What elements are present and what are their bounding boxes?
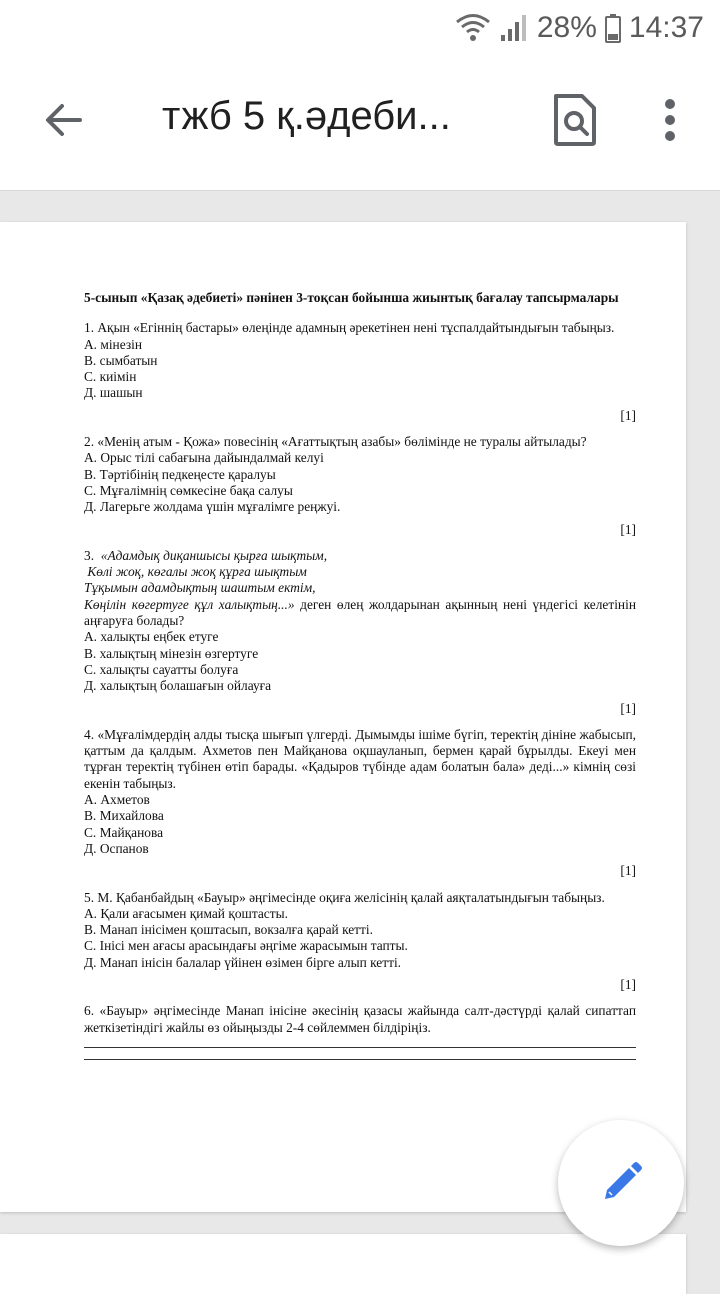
document-page: [0, 222, 686, 1212]
question-3-option-a: А. халықты еңбек етуге: [84, 629, 219, 645]
question-5-option-d: Д. Манап інісін балалар үйінен өзімен бірге алып кетті.: [84, 954, 402, 970]
question-1-text: 1. Ақын «Егіннің бастары» өлеңінде адамның әрекетінен нені тұспалдайтындығын табыңыз.: [84, 320, 615, 336]
document-content: [84, 290, 636, 1060]
status-icons: [455, 10, 704, 46]
app-bar: [0, 56, 720, 191]
question-3-number: 3.: [84, 547, 95, 563]
question-5-option-b: В. Манап інісімен қоштасып, вокзалға қарай кетті.: [84, 922, 373, 938]
question-3-option-d: Д. халықтың болашағын ойлауға: [84, 678, 272, 694]
question-4-option-b: В. Михайлова: [84, 808, 164, 824]
question-1-option-b: В. сымбатын: [84, 352, 158, 368]
question-5-option-c: С. Інісі мен ағасы арасындағы әңгіме жарасымын тапты.: [84, 938, 408, 954]
document-heading: 5-сынып «Қазақ әдебиеті» пәнінен 3-тоқсан бойынша жиынтық бағалау тапсырмалары: [84, 290, 619, 305]
signal-icon: [499, 13, 529, 43]
question-4-option-d: Д. Оспанов: [84, 840, 149, 856]
more-vert-icon: [652, 94, 688, 150]
question-4-option-c: С. Майқанова: [84, 824, 164, 840]
question-3-option-c: С. халықты сауатты болуға: [84, 661, 239, 677]
answer-line-1: [84, 1038, 636, 1048]
question-1-option-d: Д. шашын: [84, 385, 143, 401]
question-5-mark: [1]: [620, 976, 636, 992]
question-4-option-a: А. Ахметов: [84, 792, 150, 808]
question-3-poem-line-4: [84, 597, 636, 630]
answer-line-2: [84, 1050, 636, 1060]
question-5-text: 5. М. Қабанбайдың «Бауыр» әңгімесінде оқиға желісінің қалай аяқталатындығын табыңыз.: [84, 889, 605, 905]
question-3-poem-4: Көңілін көгертуге құл халықтың...»: [84, 596, 295, 612]
question-1-mark: [1]: [620, 407, 636, 423]
back-button[interactable]: [40, 96, 88, 144]
find-in-page-button[interactable]: [550, 92, 600, 148]
clock: 14:37: [628, 11, 704, 44]
edit-button[interactable]: [558, 1120, 684, 1246]
question-4-mark: [1]: [620, 863, 636, 879]
document-title: тжб 5 қ.әдеби...: [162, 94, 451, 138]
question-3-poem-line-3: [84, 580, 636, 596]
status-bar: [0, 0, 720, 56]
question-2-text: 2. «Менің атым - Қожа» повесінің «Ағаттықтың азабы» бөлімінде не туралы айтылады?: [84, 434, 587, 450]
question-3-poem-2: Көлі жоқ, көгалы жоқ құрға шықтым: [87, 564, 307, 580]
question-6-text: 6. «Бауыр» әңгімесінде Манап інісіне әкесінің қазасы жайында салт-дәстүрді қалай сипаттап жеткізетіндігі жайлы өз ойыңызды 2-4 сөйлеммен білдіріңіз.: [84, 1003, 636, 1035]
find-in-page-icon: [550, 92, 600, 148]
question-3-option-b: В. халықтың мінезін өзгертуге: [84, 645, 259, 661]
next-document-page: [0, 1234, 686, 1294]
question-5-option-a: А. Қали ағасымен қимай қоштасты.: [84, 905, 288, 921]
question-2-option-b: В. Тәртібінің педкеңесте қаралуы: [84, 466, 276, 482]
question-1-option-c: С. киімін: [84, 369, 137, 385]
more-options-button[interactable]: [652, 94, 688, 150]
battery-percent: 28%: [536, 11, 597, 44]
pencil-icon: [597, 1159, 645, 1207]
question-2-option-c: С. Мұғалімнің сөмкесіне бақа салуы: [84, 482, 293, 498]
question-4-text: 4. «Мұғалімдердің алды тысқа шығып үлгерді. Дымымды ішіме бүгіп, теректің дініне жабысып, қаттым да қалдым. Ахметов пен Майқанова оқшауланып, бермен қарай бұрылды. Екеуі мен тұрған теректің түбінен өтіп барады. «Қадыров түбінде адам болатын бала» деді...» кімнің сөзі екенін табыңыз.: [84, 726, 636, 791]
question-2-option-d: Д. Лагерьге жолдама үшін мұғалімге реңжуі.: [84, 499, 341, 515]
question-1-option-a: А. мінезін: [84, 336, 143, 352]
wifi-icon: [455, 13, 491, 43]
question-3-text: деген өлең жолдарынан ақынның нені үндегісі келетінін аңғаруға болады?: [84, 596, 636, 629]
question-2-option-a: А. Орыс тілі сабағына дайындалмай келуі: [84, 450, 324, 466]
battery-icon: [605, 13, 621, 43]
question-3-mark: [1]: [620, 700, 636, 716]
question-3-poem-1: «Адамдық диқаншысы қырға шықтым,: [100, 547, 328, 563]
question-3-poem-3: Тұқымын адамдықтың шаштым ектім,: [84, 580, 316, 596]
question-3-poem-line-2: [84, 564, 636, 580]
question-3-poem-line-1: [84, 548, 636, 564]
question-2-mark: [1]: [620, 521, 636, 537]
arrow-left-icon: [40, 96, 88, 144]
